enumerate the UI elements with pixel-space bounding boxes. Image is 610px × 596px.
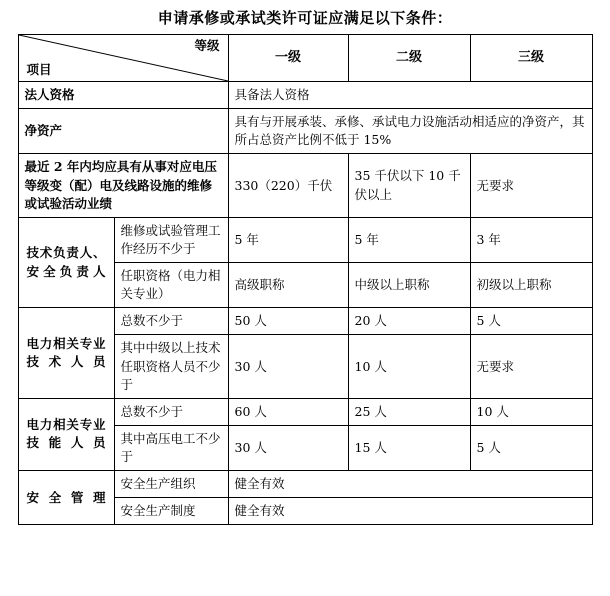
row-label-net-assets: 净资产 [18, 109, 228, 154]
row-value-qualification-3: 初级以上职称 [470, 263, 592, 308]
sub-label-skill-total: 总数不少于 [114, 398, 228, 425]
row-value-safety-system: 健全有效 [228, 498, 592, 525]
row-label-technical-staff: 电力相关专业技术人员 [18, 308, 114, 399]
row-label-skilled-staff: 电力相关专业技能人员 [18, 398, 114, 470]
table-row [18, 217, 592, 262]
header-grade-1: 一级 [228, 35, 348, 82]
row-value-legal-person: 具备法人资格 [228, 82, 592, 109]
requirements-table [18, 34, 593, 525]
table-row [18, 154, 592, 217]
row-value-highvoltage-3: 5 人 [470, 425, 592, 470]
table-row [18, 398, 592, 425]
sub-label-highvoltage-electrician: 其中高压电工不少于 [114, 425, 228, 470]
row-value-skill-total-2: 25 人 [348, 398, 470, 425]
row-value-tech-midlevel-1: 30 人 [228, 335, 348, 398]
table-row [18, 109, 592, 154]
row-label-tech-safety-leader: 技术负责人、安全负责人 [18, 217, 114, 308]
table-row [18, 308, 592, 335]
row-value-tech-total-3: 5 人 [470, 308, 592, 335]
sub-label-qualification: 任职资格（电力相关专业） [114, 263, 228, 308]
row-value-tech-midlevel-3: 无要求 [470, 335, 592, 398]
row-value-experience-2: 5 年 [348, 217, 470, 262]
row-value-net-assets: 具有与开展承装、承修、承试电力设施活动相适应的净资产，其所占总资产比例不低于 15% [228, 109, 592, 154]
sub-label-tech-total: 总数不少于 [114, 308, 228, 335]
page-title: 申请承修或承试类许可证应满足以下条件： [157, 9, 453, 27]
row-value-tech-midlevel-2: 10 人 [348, 335, 470, 398]
sub-label-safety-org: 安全生产组织 [114, 471, 228, 498]
row-value-highvoltage-1: 30 人 [228, 425, 348, 470]
sub-label-experience: 维修或试验管理工作经历不少于 [114, 217, 228, 262]
header-grade-label: 等级 [194, 38, 220, 53]
sub-label-safety-system: 安全生产制度 [114, 498, 228, 525]
row-value-performance-3: 无要求 [470, 154, 592, 217]
row-value-tech-total-1: 50 人 [228, 308, 348, 335]
row-label-safety-management: 安全管理 [18, 471, 114, 525]
row-label-legal-person: 法人资格 [18, 82, 228, 109]
header-diagonal-cell [18, 35, 228, 82]
row-label-performance: 最近 2 年内均应具有从事对应电压等级变（配）电及线路设施的维修或试验活动业绩 [18, 154, 228, 217]
row-value-performance-2: 35 千伏以下 10 千伏以上 [348, 154, 470, 217]
row-value-safety-org: 健全有效 [228, 471, 592, 498]
sub-label-tech-midlevel: 其中中级以上技术任职资格人员不少于 [114, 335, 228, 398]
row-value-performance-1: 330（220）千伏 [228, 154, 348, 217]
row-value-tech-total-2: 20 人 [348, 308, 470, 335]
row-value-skill-total-1: 60 人 [228, 398, 348, 425]
table-row [18, 82, 592, 109]
row-value-highvoltage-2: 15 人 [348, 425, 470, 470]
header-grade-2: 二级 [348, 35, 470, 82]
row-value-qualification-2: 中级以上职称 [348, 263, 470, 308]
header-grade-3: 三级 [470, 35, 592, 82]
table-row [18, 471, 592, 498]
row-value-skill-total-3: 10 人 [470, 398, 592, 425]
row-value-qualification-1: 高级职称 [228, 263, 348, 308]
header-item-label: 项目 [26, 61, 52, 77]
row-value-experience-3: 3 年 [470, 217, 592, 262]
table-header-row [18, 35, 592, 82]
row-value-experience-1: 5 年 [228, 217, 348, 262]
